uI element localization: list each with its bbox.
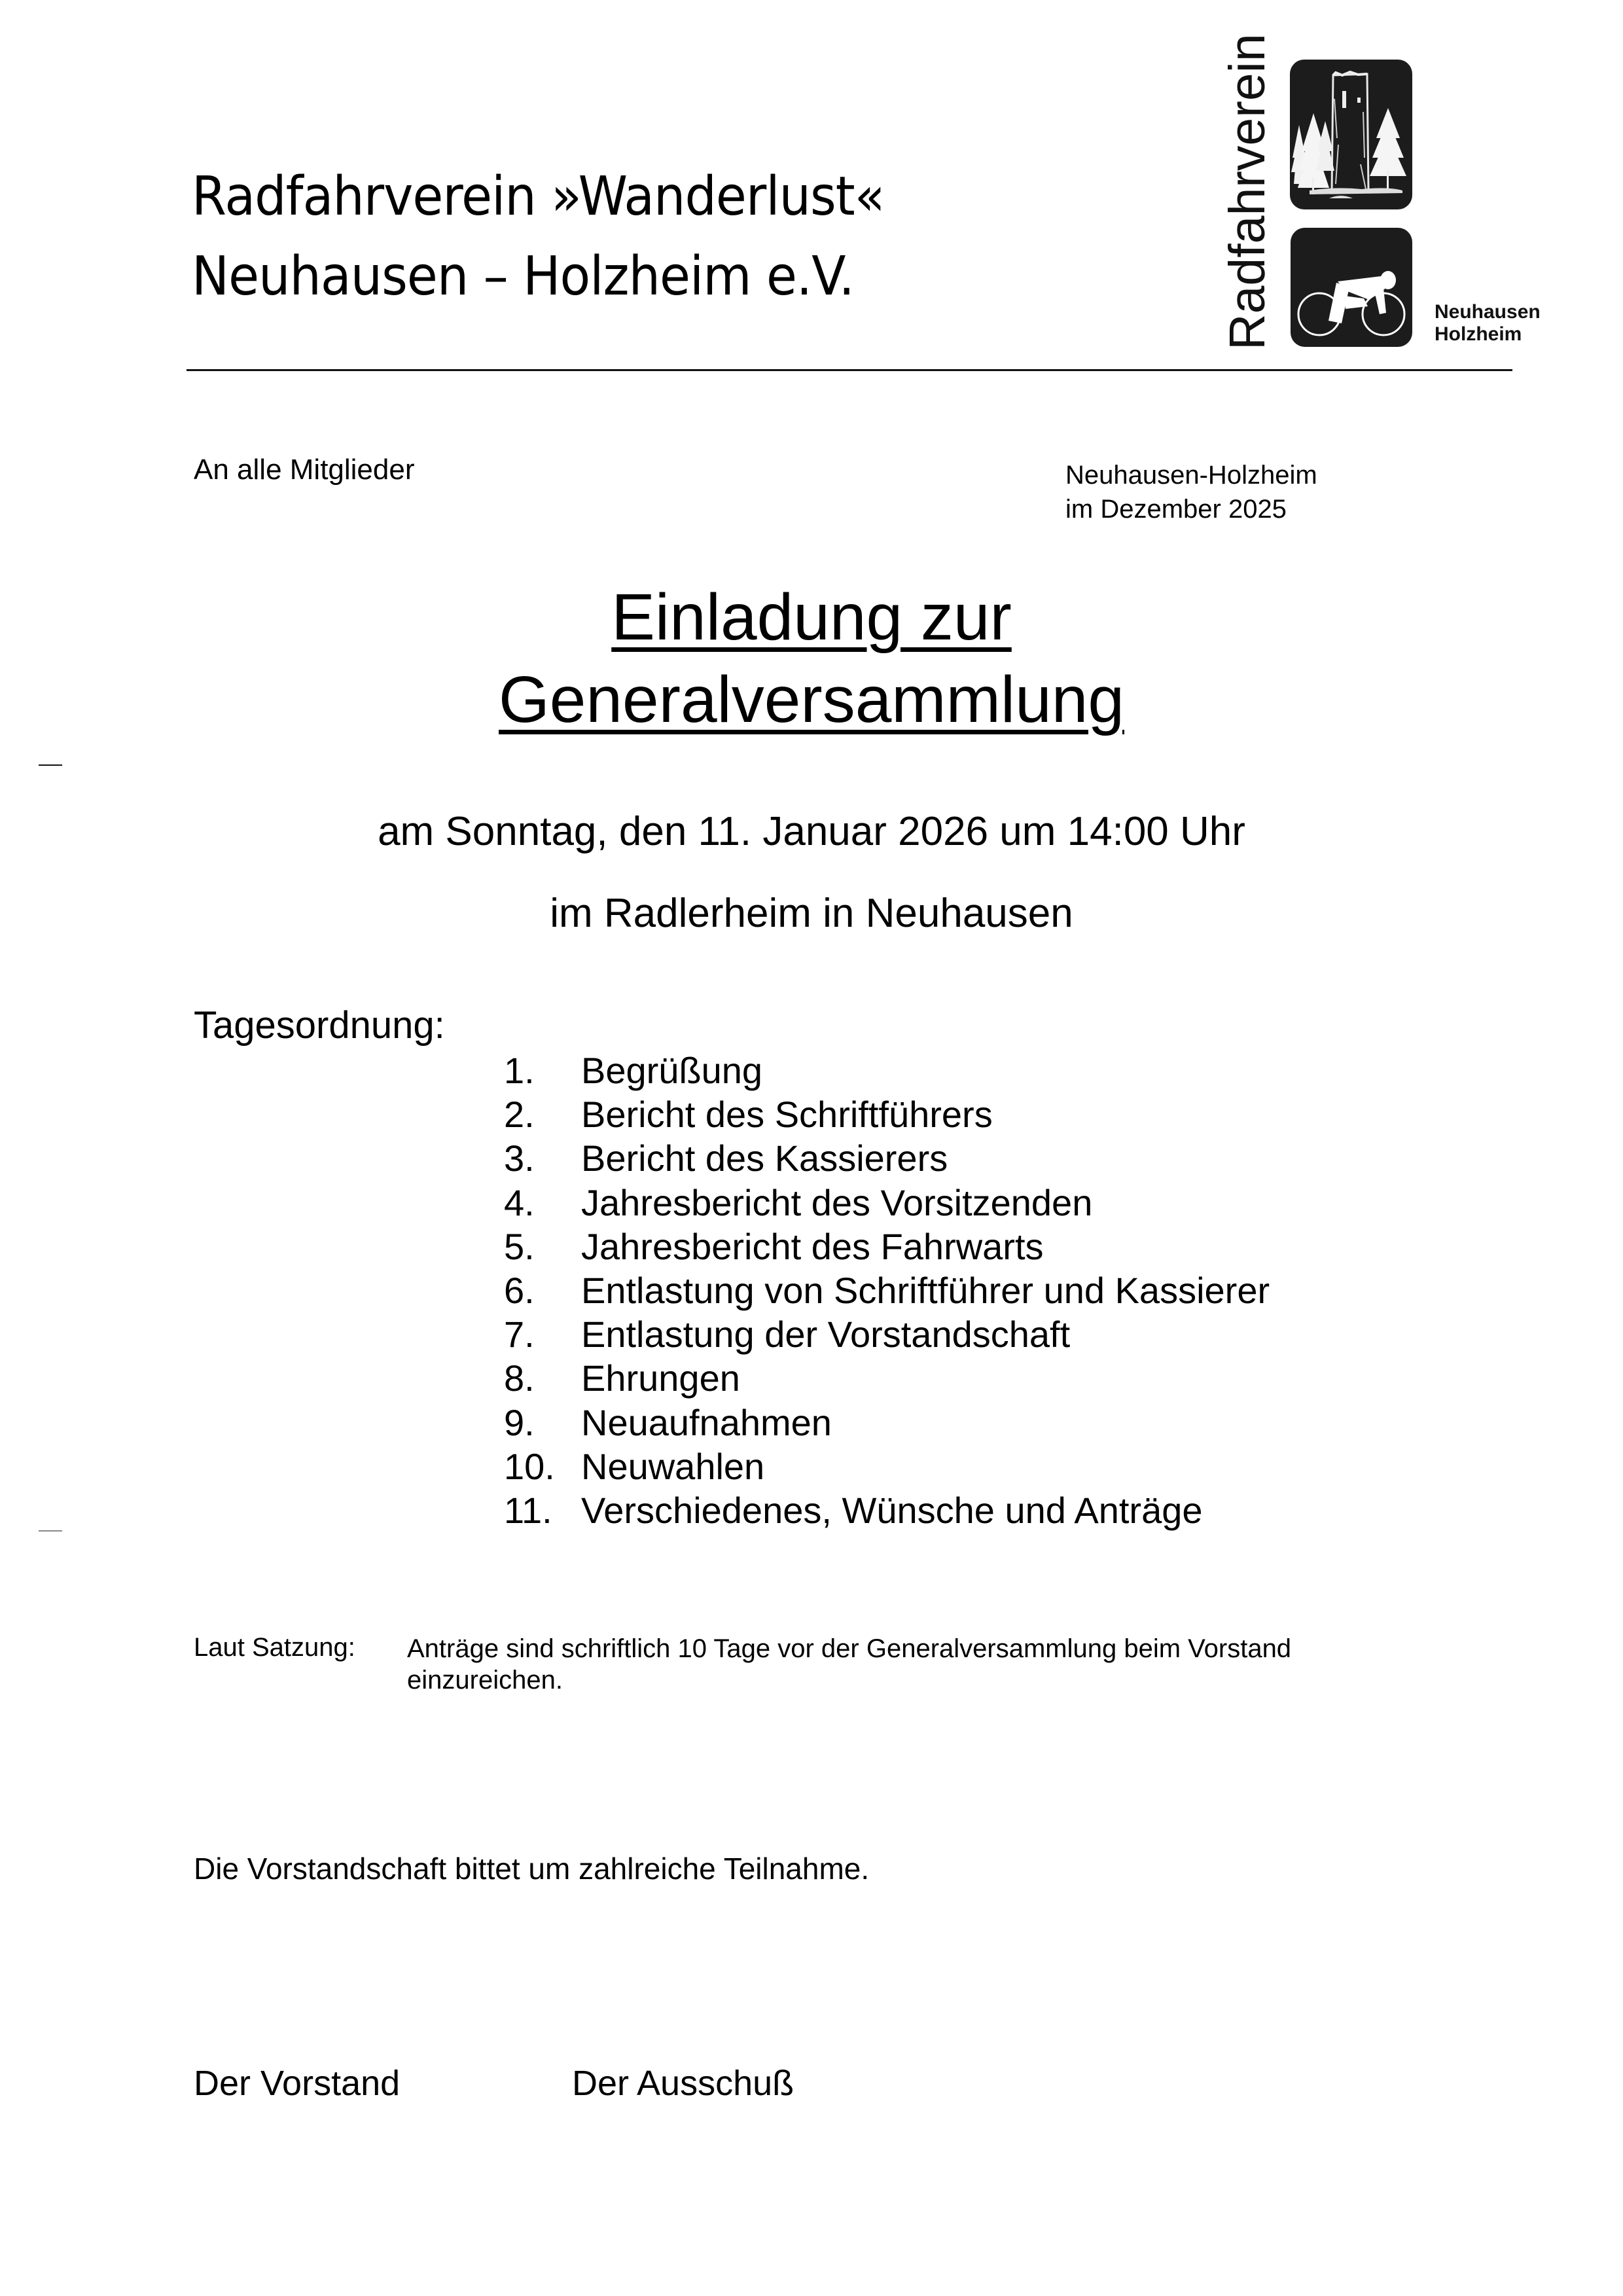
club-name-line-2: Neuhausen – Holzheim e.V.: [192, 245, 854, 308]
agenda-item-text: Entlastung von Schriftführer und Kassierer: [581, 1270, 1270, 1312]
title-line-2: Generalversammlung: [499, 663, 1124, 736]
agenda-item: [504, 1444, 1270, 1488]
agenda-item: [504, 1049, 1270, 1092]
club-name-line-1: Radfahrverein »Wanderlust«: [192, 166, 885, 228]
agenda-item-number: 7.: [504, 1314, 535, 1355]
statute-text: [407, 1633, 1291, 1696]
agenda-item-text: Bericht des Kassierers: [581, 1138, 948, 1179]
agenda-item: [504, 1356, 1270, 1400]
agenda-item-number: 1.: [504, 1050, 535, 1091]
statute-label: Laut Satzung:: [194, 1633, 355, 1662]
agenda-item-number: 8.: [504, 1357, 535, 1399]
agenda-item: [504, 1401, 1270, 1444]
agenda-item: [504, 1092, 1270, 1136]
title-line-1: Einladung zur: [611, 581, 1012, 654]
agenda-item-text: Ehrungen: [581, 1357, 740, 1399]
agenda-item-number: 5.: [504, 1225, 535, 1267]
logo-place-label: [1435, 301, 1541, 346]
agenda-item-text: Entlastung der Vorstandschaft: [581, 1314, 1071, 1355]
signature-committee: Der Ausschuß: [572, 2064, 794, 2103]
date: im Dezember 2025: [1065, 495, 1287, 524]
place-date: [1065, 458, 1317, 526]
page-title: [0, 576, 1623, 741]
place: Neuhausen-Holzheim: [1065, 461, 1317, 490]
agenda-item: [504, 1225, 1270, 1268]
agenda-item-number: 6.: [504, 1270, 535, 1312]
header-divider: [187, 369, 1512, 371]
agenda-label: Tagesordnung:: [194, 1004, 445, 1047]
agenda-item: [504, 1268, 1270, 1312]
agenda-item-number: 2.: [504, 1094, 535, 1136]
logo-place-line-1: Neuhausen: [1435, 301, 1541, 323]
closing-text: Die Vorstandschaft bittet um zahlreiche Teilnahme.: [194, 1852, 870, 1886]
agenda-item: [504, 1488, 1270, 1532]
agenda-item-number: 9.: [504, 1401, 535, 1443]
cyclist-icon: [1291, 228, 1412, 347]
fold-mark-top: [39, 764, 62, 766]
agenda-item-text: Bericht des Schriftführers: [581, 1094, 993, 1136]
agenda-list: [504, 1049, 1270, 1532]
club-name: [192, 157, 936, 317]
agenda-item-text: Verschiedenes, Wünsche und Anträge: [581, 1490, 1203, 1532]
agenda-item-text: Jahresbericht des Vorsitzenden: [581, 1181, 1093, 1223]
agenda-item-text: Neuaufnahmen: [581, 1401, 832, 1443]
agenda-item-text: Jahresbericht des Fahrwarts: [581, 1225, 1044, 1267]
fold-mark-bottom: [39, 1530, 62, 1532]
agenda-item: [504, 1136, 1270, 1180]
agenda-item-number: 4.: [504, 1181, 535, 1223]
statute-text-line-2: einzureichen.: [407, 1666, 563, 1695]
tower-trees-icon: [1290, 60, 1412, 209]
agenda-item-text: Begrüßung: [581, 1050, 763, 1091]
statute-text-line-1: Anträge sind schriftlich 10 Tage vor der Generalversammlung beim Vorstand: [407, 1634, 1292, 1663]
agenda-item: [504, 1181, 1270, 1225]
agenda-item-number: 3.: [504, 1138, 535, 1179]
signature-board: Der Vorstand: [194, 2064, 401, 2103]
agenda-item-number: 10.: [504, 1445, 555, 1487]
recipient: An alle Mitglieder: [194, 454, 415, 486]
logo-vertical-text: Radfahrverein: [1219, 33, 1275, 350]
logo-place-line-2: Holzheim: [1435, 323, 1522, 345]
event-date: am Sonntag, den 11. Januar 2026 um 14:00 Uhr: [378, 809, 1245, 854]
agenda-item-text: Neuwahlen: [581, 1445, 765, 1487]
agenda-item: [504, 1312, 1270, 1356]
event-venue: im Radlerheim in Neuhausen: [550, 891, 1073, 936]
agenda-item-number: 11.: [504, 1490, 552, 1532]
